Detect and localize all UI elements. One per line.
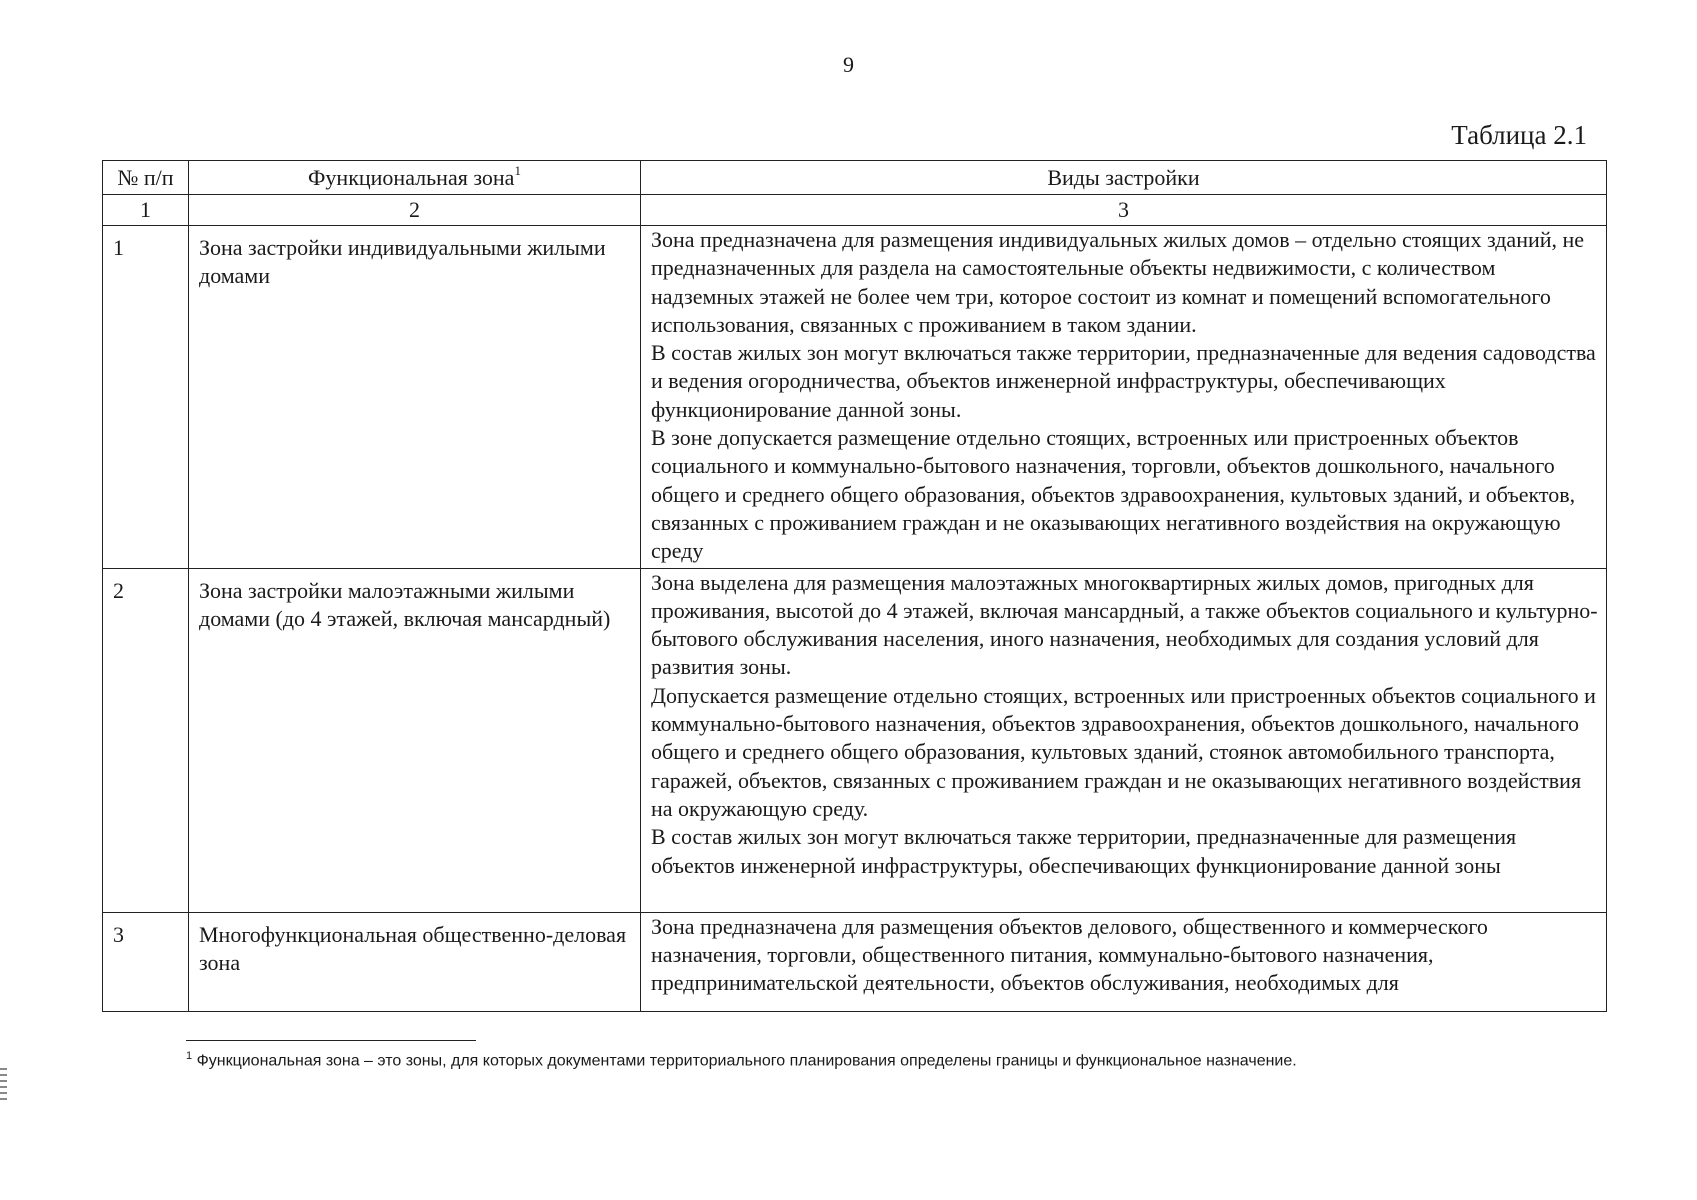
table-row [103, 226, 1607, 569]
footnote [186, 1050, 1606, 1070]
row-number: 3 [103, 912, 189, 1011]
description-paragraph: В зоне допускается размещение отдельно стоящих, встроенных или пристроенных объектов социального и коммунально-бытового назначения, торговли, объектов дошкольного, начального общего и среднего общего образования, объектов здравоохранения, культовых зданий, и объектов, связанных с проживанием граждан и не оказывающих негативного воздействия на окружающую среду [651, 425, 1576, 564]
column-number-3: 3 [641, 195, 1607, 226]
zone-name: Многофункциональная общественно-деловая зона [189, 912, 641, 1011]
page-number: 9 [843, 52, 854, 77]
description-paragraph: Зона выделена для размещения малоэтажных многоквартирных жилых домов, пригодных для проживания, высотой до 4 этажей, включая мансардный, а также объектов социального и культурно-бытового обслуживания населения, иного назначения, необходимых для создания условий для развития зоны. [651, 569, 1598, 680]
footnote-ref: 1 [514, 162, 521, 178]
description-paragraph: В состав жилых зон могут включаться также территории, предназначенные для размещения объектов инженерной инфраструктуры, обеспечивающих функционирование данной зоны [651, 824, 1517, 878]
row-number: 1 [103, 226, 189, 569]
footnote-text: Функциональная зона – это зоны, для которых документами территориального планирования определены границы и функциональное назначение. [192, 1052, 1297, 1070]
header-number: № п/п [103, 161, 189, 195]
table-caption: Таблица 2.1 [1451, 120, 1587, 150]
column-number-1: 1 [103, 195, 189, 226]
description-paragraph: Зона предназначена для размещения индивидуальных жилых домов – отдельно стоящих зданий, не предназначенных для раздела на самостоятельные объекты недвижимости, с количеством надземных этажей не более чем три, которое состоит из комнат и помещений вспомогательного использования, связанных с проживанием в таком здании. [651, 227, 1585, 337]
column-numbers-row [103, 195, 1607, 226]
zone-description [641, 912, 1607, 1011]
footnote-separator [186, 1040, 476, 1041]
zone-description [641, 568, 1607, 912]
table-row [103, 568, 1607, 912]
zones-table [102, 160, 1607, 1012]
column-number-2: 2 [189, 195, 641, 226]
table-row [103, 912, 1607, 1011]
description-paragraph: Зона предназначена для размещения объектов делового, общественного и коммерческого назначения, торговли, общественного питания, коммунально-бытового назначения, предпринимательской деятельности, объектов обслуживания, необходимых для [651, 913, 1488, 996]
description-paragraph: Допускается размещение отдельно стоящих, встроенных или пристроенных объектов социального и коммунально-бытового назначения, объектов здравоохранения, объектов дошкольного, начального общего и среднего общего образования, культовых зданий, стоянок автомобильного транспорта, гаражей, объектов, связанных с проживанием граждан и не оказывающих негативного воздействия на окружающую среду. [651, 682, 1596, 821]
header-building-types: Виды застройки [641, 161, 1607, 195]
zone-name: Зона застройки индивидуальными жилыми домами [189, 226, 641, 569]
zone-name: Зона застройки малоэтажными жилыми домами (до 4 этажей, включая мансардный) [189, 568, 641, 912]
zone-description [641, 226, 1607, 569]
header-functional-zone [189, 161, 641, 195]
header-functional-zone-label: Функциональная зона [308, 164, 515, 190]
scan-edge-mark [0, 1068, 7, 1102]
row-number: 2 [103, 568, 189, 912]
description-paragraph: В состав жилых зон могут включаться также территории, предназначенные для ведения садоводства и ведения огородничества, объектов инженерной инфраструктуры, обеспечивающих функционирование данной зоны. [651, 340, 1596, 422]
footnote-marker: 1 [186, 1050, 193, 1062]
table-header-row [103, 161, 1607, 195]
